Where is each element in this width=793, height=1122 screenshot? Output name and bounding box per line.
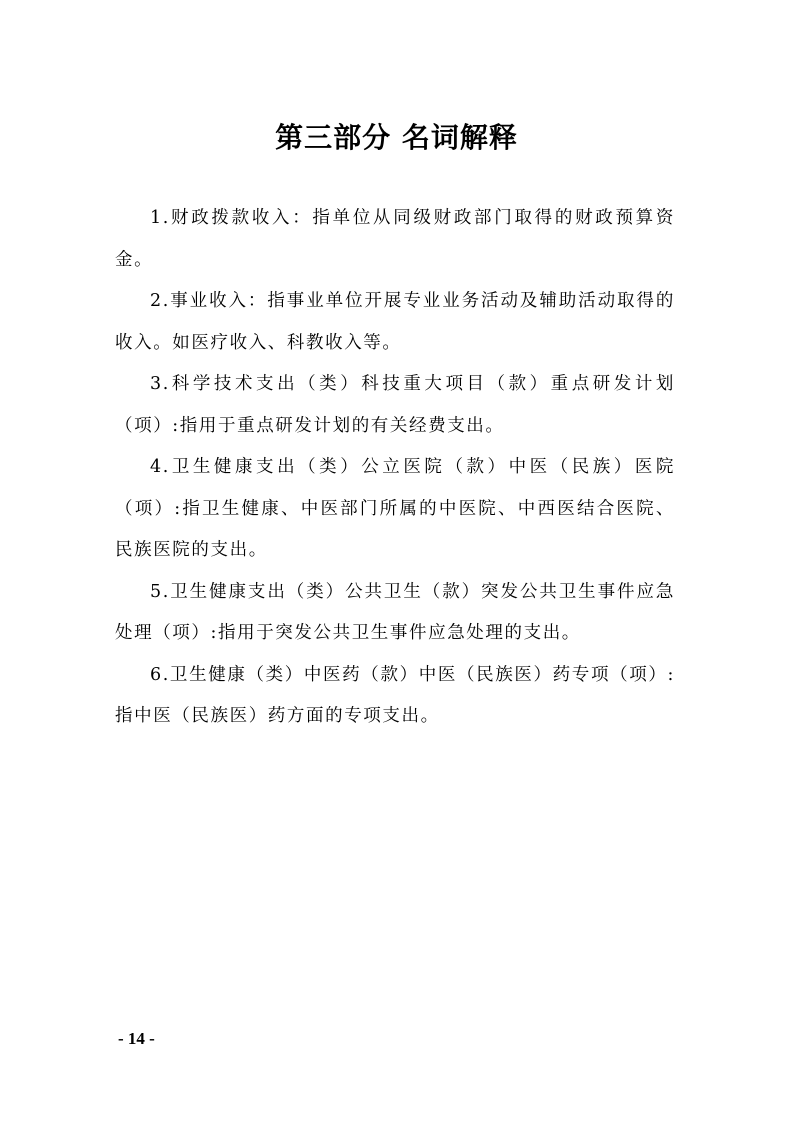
definition-paragraph-2: 2.事业收入：指事业单位开展专业业务活动及辅助活动取得的收入。如医疗收入、科教收入等。	[115, 291, 675, 353]
page-number: - 14 -	[118, 1029, 155, 1048]
definition-paragraph-1: 1.财政拨款收入：指单位从同级财政部门取得的财政预算资金。	[115, 208, 675, 270]
definition-paragraph-4: 4.卫生健康支出（类）公立医院（款）中医（民族）医院（项）:指卫生健康、中医部门所属的中医院、中西医结合医院、民族医院的支出。	[115, 457, 675, 560]
definition-paragraph-6: 6.卫生健康（类）中医药（款）中医（民族医）药专项（项）:指中医（民族医）药方面的专项支出。	[115, 664, 675, 726]
page-title: 第三部分 名词解释	[275, 121, 518, 154]
definition-paragraph-5: 5.卫生健康支出（类）公共卫生（款）突发公共卫生事件应急处理（项）:指用于突发公共卫生事件应急处理的支出。	[115, 581, 675, 643]
definition-paragraph-3: 3.科学技术支出（类）科技重大项目（款）重点研发计划（项）:指用于重点研发计划的有关经费支出。	[115, 374, 675, 436]
definitions-body	[115, 198, 675, 738]
